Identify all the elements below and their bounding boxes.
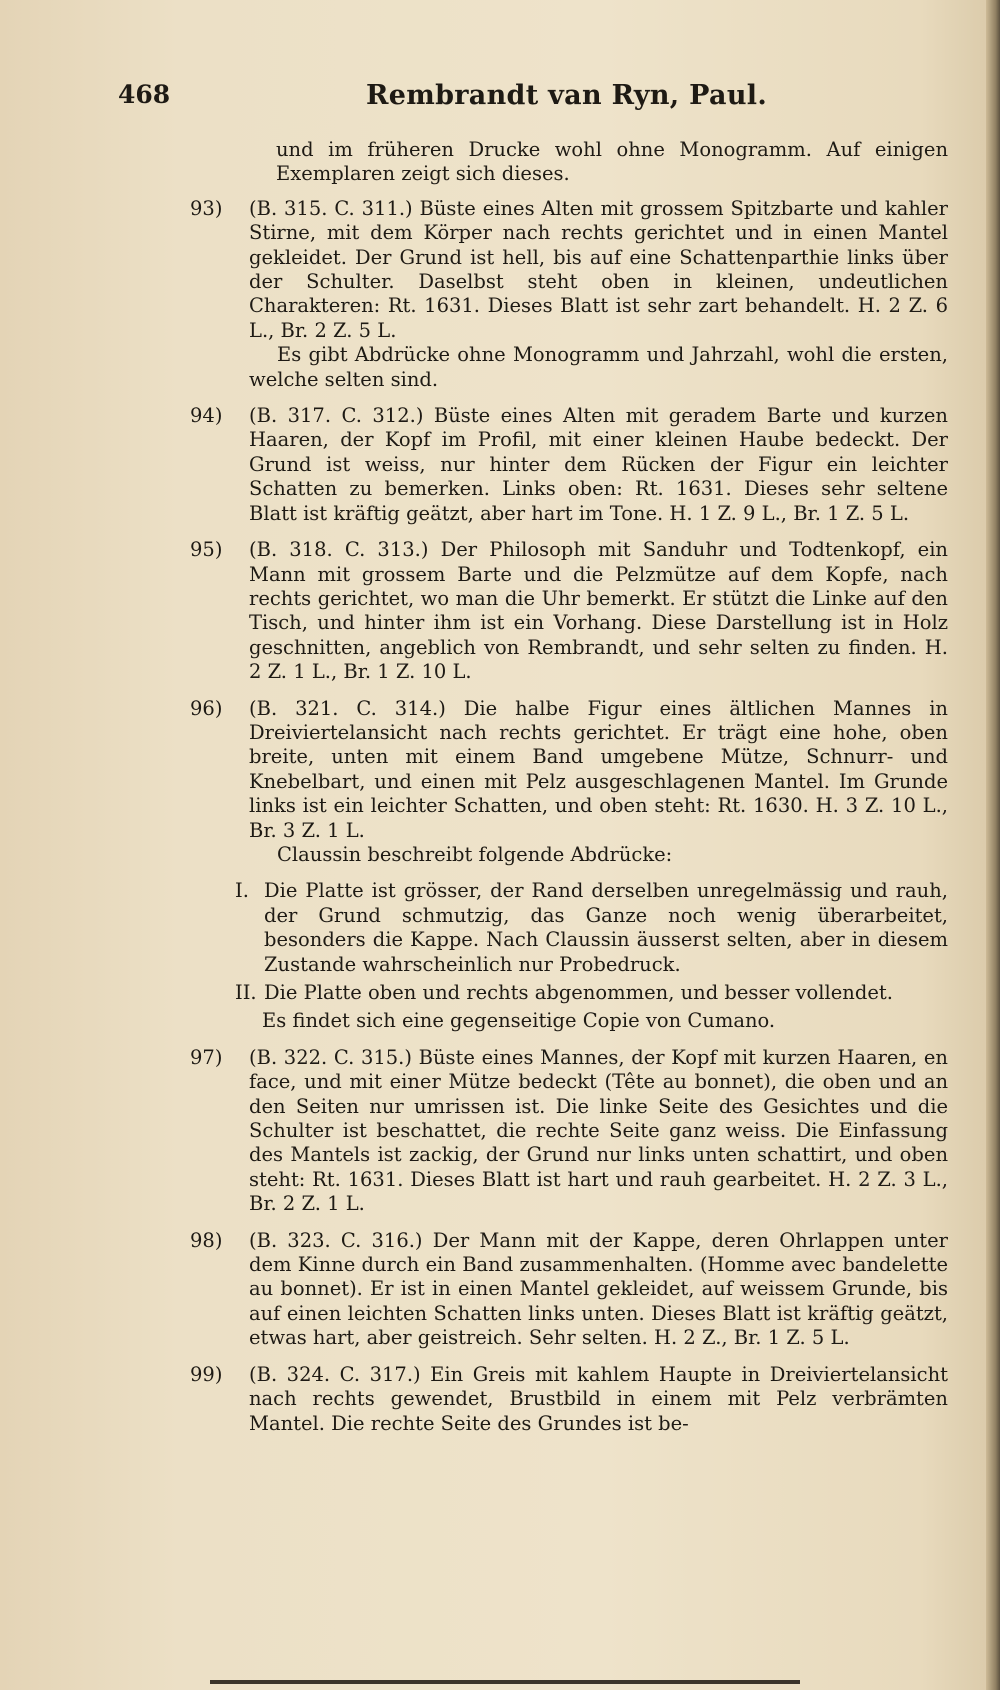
entry-note: Es gibt Abdrücke ohne Monogramm und Jahrzahl, wohl die ersten, welche selten sind. [249, 343, 948, 391]
entry-number: 94) [190, 404, 223, 428]
entry-number: 95) [190, 538, 223, 562]
entry-number: 99) [190, 1362, 223, 1386]
entry-text: (B. 321. C. 314.) Die halbe Figur eines ältlichen Mannes in Dreiviertelansicht nach rechts gerichtet. Er trägt eine hohe, oben breite, unten mit einem Band umgebene Mütze, Schnurr- und Knebelbart, und einen mit Pelz ausgeschlagenen Mantel. Im Grunde links ist ein leichter Schatten, und oben steht: Rt. 1630. H. 3 Z. 10 L., Br. 3 Z. 1 L. [249, 696, 948, 842]
state-text: Die Platte ist grösser, der Rand derselben unregelmässig und rauh, der Grund schmutzig, das Ganze noch wenig überarbeitet, besonders die Kappe. Nach Claussin äusserst selten, aber in diesem Zustande wahrscheinlich nur Probedruck. [264, 879, 948, 976]
catalog-entry-99 [190, 1363, 948, 1436]
page-edge [986, 0, 1000, 1690]
entry-text: (B. 318. C. 313.) Der Philosoph mit Sanduhr und Todtenkopf, ein Mann mit grossem Barte und die Pelzmütze auf dem Kopfe, nach rechts gerichtet, wo man die Uhr bemerkt. Er stützt die Linke auf den Tisch, und hinter ihm ist ein Vorhang. Diese Darstellung ist in Holz geschnitten, angeblich von Rembrandt, und sehr selten zu finden. H. 2 Z. 1 L., Br. 1 Z. 10 L. [249, 538, 948, 684]
catalog-entry-94 [190, 404, 948, 526]
continuation-text: und im früheren Drucke wohl ohne Monogramm. Auf einigen Exemplaren zeigt sich dieses. [276, 138, 948, 186]
page-body [190, 138, 948, 1448]
impression-states [235, 879, 948, 1005]
catalog-entry-96 [190, 697, 948, 868]
entry-text: (B. 324. C. 317.) Ein Greis mit kahlem Haupte in Dreiviertelansicht nach rechts gewendet, Brustbild in einem mit Pelz verbrämten Mantel. Die rechte Seite des Grundes ist be- [249, 1362, 948, 1435]
entry-number: 98) [190, 1228, 223, 1252]
entry-number: 93) [190, 196, 223, 220]
state-item [235, 981, 948, 1005]
entry-text: (B. 315. C. 311.) Büste eines Alten mit grossem Spitzbarte und kahler Stirne, mit dem Körper nach rechts gerichtet und in einen Mantel gekleidet. Der Grund ist hell, bis auf eine Schattenparthie links über der Schulter. Daselbst steht oben in kleinen, undeutlichen Charakteren: Rt. 1631. Dieses Blatt ist sehr zart behandelt. H. 2 Z. 6 L., Br. 2 Z. 5 L. [249, 196, 948, 342]
state-number: II. [235, 981, 257, 1004]
entry-text: (B. 317. C. 312.) Büste eines Alten mit geradem Barte und kurzen Haaren, der Kopf im Profil, mit einer kleinen Haube bedeckt. Der Grund ist weiss, nur hinter dem Rücken der Figur ein leichter Schatten zu bemerken. Links oben: Rt. 1631. Dieses sehr seltene Blatt ist kräftig geätzt, aber hart im Tone. H. 1 Z. 9 L., Br. 1 Z. 5 L. [249, 404, 948, 525]
catalog-entry-95 [190, 538, 948, 684]
catalog-entry-93 [190, 197, 948, 392]
entry-text: (B. 322. C. 315.) Büste eines Mannes, der Kopf mit kurzen Haaren, en face, und mit einer Mütze bedeckt (Tête au bonnet), die oben und an den Seiten nur umrissen ist. Die linke Seite des Gesichtes und die Schulter ist beschattet, die rechte Seite ganz weiss. Die Einfassung des Mantels ist zackig, der Grund nur links unten schattirt, und oben steht: Rt. 1631. Dieses Blatt ist hart und rauh gearbeitet. H. 2 Z. 3 L., Br. 2 Z. 1 L. [249, 1045, 948, 1216]
running-title: Rembrandt van Ryn, Paul. [366, 80, 768, 111]
catalog-entry-97 [190, 1046, 948, 1217]
copy-note: Es findet sich eine gegenseitige Copie von Cumano. [262, 1009, 776, 1033]
state-item [235, 879, 948, 977]
page-header [118, 80, 918, 120]
entry-number: 97) [190, 1045, 223, 1069]
entry-text: (B. 323. C. 316.) Der Mann mit der Kappe, deren Ohrlappen unter dem Kinne durch ein Band zusammenhalten. (Homme avec bandelette au bonnet). Er ist in einen Mantel gekleidet, auf weissem Grunde, bis auf einen leichten Schatten links unten. Dieses Blatt ist kräftig geätzt, etwas hart, aber geistreich. Sehr selten. H. 2 Z., Br. 1 Z. 5 L. [249, 1228, 948, 1350]
state-number: I. [235, 879, 249, 903]
entry-note: Claussin beschreibt folgende Abdrücke: [277, 842, 673, 866]
state-text: Die Platte oben und rechts abgenommen, und besser vollendet. [264, 981, 893, 1004]
catalog-entry-98 [190, 1229, 948, 1351]
page-number: 468 [118, 80, 171, 109]
bottom-rule [210, 1680, 800, 1684]
entry-number: 96) [190, 696, 223, 720]
